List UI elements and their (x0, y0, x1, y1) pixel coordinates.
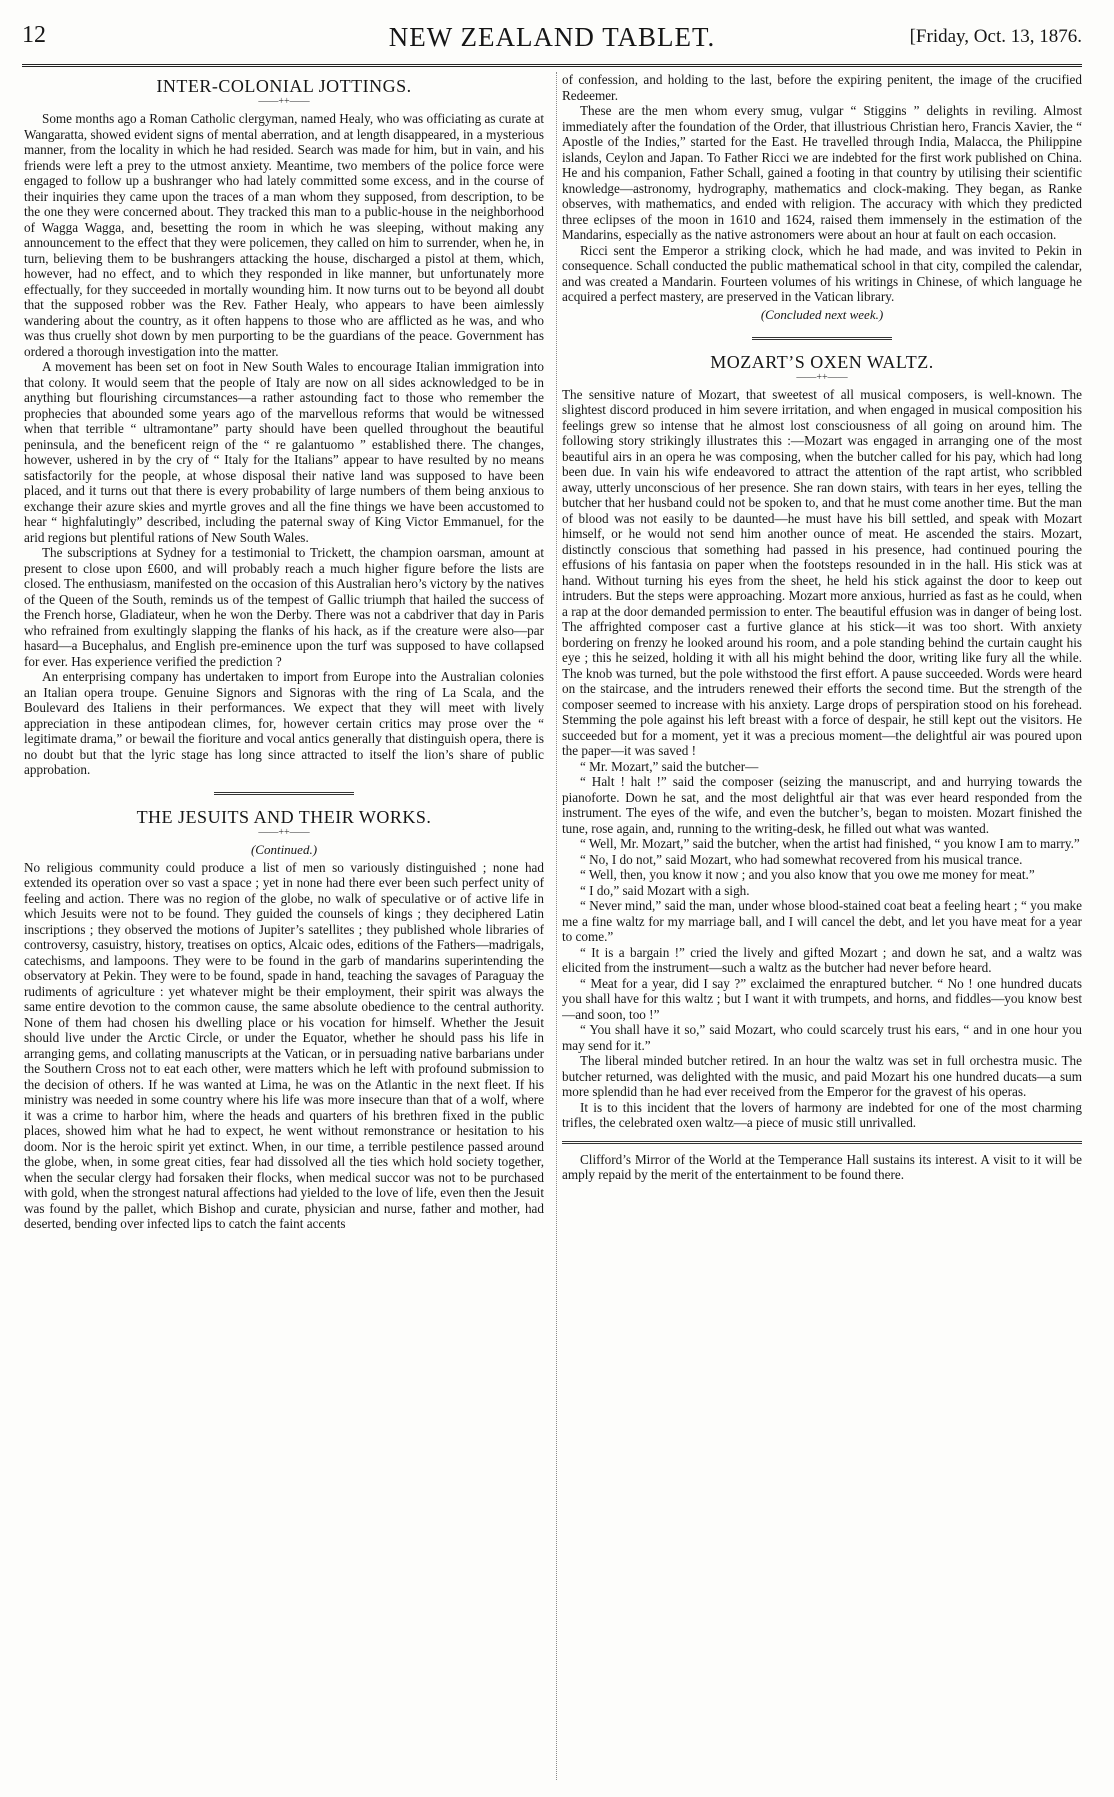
mozart-paragraph: The liberal minded butcher retired. In an hour the waltz was set in full orchestra music. The butcher returned, was delighted with the music, and paid Mozart his one hundred ducats—a sum more splendid than he had ever received from the Emperor for the gravest of his operas. (562, 1053, 1082, 1099)
clifford-notice: Clifford’s Mirror of the World at the Temperance Hall sustains its interest. A visit to it will be amply repaid by the merit of the entertainment to be found there. (562, 1151, 1082, 1182)
newspaper-title: NEW ZEALAND TABLET. (388, 22, 716, 52)
jesuits-ornament: ——++—— (258, 826, 310, 838)
mozart-paragraph: “ Never mind,” said the man, under whose blood-stained coat beat a feeling heart ; “ you make me a fine waltz for my marriage ball, and I will cancel the debt, and let you have meat for a year to come.” (562, 898, 1082, 944)
mozart-paragraph: “ Halt ! halt !” said the composer (seizing the manuscript, and and hurrying towards the pianoforte. Down he sat, and the most delightful air that was ever heard responded from the instrument. The eyes of the wife, and even the butcher’s, began to moisten. Mozart finished the tune, rose again, and, running to the writing-desk, he filled out what was wanted. (562, 774, 1082, 836)
mozart-paragraph: It is to this incident that the lovers of harmony are indebted for one of the most charming trifles, the celebrated oxen waltz—a piece of music still unrivalled. (562, 1099, 1082, 1130)
jottings-paragraph: Some months ago a Roman Catholic clergyman, named Healy, who was officiating as curate at Wangaratta, showed evident signs of mental aberration, and at length disappeared, in a mysterious manner, from the locality in which he had resided. Search was made for him, but in vain, and his friends were left a prey to the utmost anxiety. Meantime, two members of the police force were engaged to follow up a bushranger who had lately committed some excess, and in the course of their inquiries they came upon the traces of a man whom they supposed, from description, to be the one they were concerned about. They tracked this man to a public-house in the neighborhood of Wagga Wagga, and, besetting the room in which he was sleeping, without making any announcement to the effect that they were policemen, they called on him to surrender, when he, in turn, believing them to be bushrangers attacking the house, discharged a pistol at them, which, however, had no effect, and to which they responded in like manner, but unfortunately more effectually, for they succeeded in mortally wounding him. It now turns out to be beyond all doubt that the supposed robber was the Rev. Father Healy, who appears to have been aimlessly wandering about the country, as it often happens to those who are afflicted as he was, and who was thus cruelly shot down by men purporting to be the guardians of the peace. Government has ordered a thorough investigation into the matter. (24, 111, 544, 359)
mozart-paragraph: “ Well, then, you know it now ; and you also know that you owe me money for meat.” (580, 867, 1035, 882)
masthead (22, 22, 1082, 58)
jesuits-title: THE JESUITS AND THEIR WORKS. (136, 806, 432, 827)
jottings-paragraph: An enterprising company has undertaken to import from Europe into the Australian colonies an Italian opera troupe. Genuine Signors and Signoras with the ring of La Scala, and the Boulevard des Italiens in their performances. We expect that they will meet with lively appreciation in these antipodean climes, for, however certain critics may prose over the “ legitimate drama,” or bewail the fioriture and vocal antics generally that distinguish opera, there is no doubt but that the lyric stage has long since attracted to itself the lion’s share of public approbation. (24, 669, 544, 777)
page-number: 12 (22, 22, 46, 48)
jottings-title: INTER-COLONIAL JOTTINGS. (156, 76, 412, 96)
jottings-paragraph: The subscriptions at Sydney for a testimonial to Trickett, the champion oarsman, amount at present to close upon £600, and will probably reach a much higher figure before the lists are closed. The enthusiasm, manifested on the occasion of this Australian hero’s victory by the natives of the Queen of the South, reminds us of the tempest of Gallic triumph that hailed the success of the French horse, Gladiateur, when he won the Derby. There was not a cabdriver that day in Paris who refrained from exultingly slapping the flanks of his hack, as if the creature were also—par hasard—a Bucephalus, and English pre-eminence upon the turf was supposed to have collapsed for ever. Has experience verified the prediction ? (24, 545, 544, 669)
jesuits-paragraph: Ricci sent the Emperor a striking clock, which he had made, and was invited to Pekin in consequence. Schall conducted the public mathematical school in that city, compiled the calendar, and was created a Mandarin. Fourteen volumes of his writings in Chinese, of which language he acquired a perfect mastery, are preserved in the Vatican library. (562, 242, 1082, 304)
mozart-paragraph: “ I do,” said Mozart with a sigh. (580, 882, 750, 898)
mozart-ornament: ——++—— (796, 371, 848, 383)
jottings-ornament: ——++—— (258, 96, 310, 107)
mozart-paragraph: The sensitive nature of Mozart, that sweetest of all musical composers, is well-known. The slightest discord produced in him severe irritation, and when engaged in musical composition his feelings grew so intense that he almost lost consciousness of all going on around him. The following story strikingly illustrates this :—Mozart was engaged in arranging one of the most beautiful airs in an opera he was composing, when the butcher called for his pay, which had long been due. In vain his wife endeavored to attract the attention of the rapt artist, who scribbled away, utterly unconscious of her presence. She ran down stairs, with tears in her eyes, telling the butcher that her husband could not be spoken to, and that he must come another time. But the man of blood was not easily to be daunted—he must have his bill settled, and speak with Mozart himself, or he would not send him another ounce of meat. He ascended the stairs. Mozart, distinctly conscious that something had passed in his presence, had continued pouring the effusions of his fantasia on paper when the footsteps resounded in in the hall. His stick was at hand. Without turning his eyes from the sheet, he held his stick against the door to keep out intruders. But the steps were approaching. Mozart more anxious, hurried as fast as he could, when a rap at the door demanded permission to enter. The beautiful effusion was in danger of being lost. The affrighted composer cast a furtive glance at his stick—it was too short. With anxiety bordering on frenzy he looked around his room, and a pole standing behind the curtain caught his eye ; this he seized, holding it with all his might behind the door, writing like fury all the while. The knob was turned, but the pole withstood the first effort. A pause succeeded. Words were heard on the staircase, and the intruders renewed their efforts the second time. But the strength of the composer seemed to increase with his anxiety. Large drops of perspiration stood on his forehead. Stemming the pole against his left breast with a force of despair, he still kept out the visitors. He succeeded but for a moment, yet it was a precious moment—the delightful air was poured upon the paper—it was saved ! (562, 386, 1082, 758)
jesuits-paragraph: No religious community could produce a list of men so variously distinguished ; none had extended its operation over so vast a space ; yet in none had there ever been such perfect unity of feeling and action. There was no region of the globe, no walk of speculative or of active life in which Jesuits were not to be found. They guided the counsels of kings ; they deciphered Latin inscriptions ; they observed the motions of Jupiter’s satellites ; they published whole libraries of controversy, casuistry, history, treatises on optics, Alcaic odes, editions of the Fathers—madrigals, catechisms, and lampoons. They were to be found in the garb of mandarins superintending the observatory at Pekin. They were to be found, spade in hand, teaching the savages of Paraguay the rudiments of agriculture : yet whatever might be their employment, their spirit was always the same entire devotion to the common cause, the same absolute obedience to the central authority. None of them had chosen his dwelling place or his vocation for himself. Whether the Jesuit should live under the Arctic Circle, or under the Equator, whether he should pass his life in arranging gems, and collating manuscripts at the Vatican, or in persuading native barbarians under the Southern Cross not to eat each other, were matters which he left with profound submission to the decision of others. If he was wanted at Lima, he was on the Atlantic in the next fleet. If his ministry was needed in some country where his life was more insecure than that of a wolf, where it was a crime to harbor him, where the heads and quarters of his brethren fixed in the public places, showed him what he had to expect, he went without remonstrance or hesitation to his doom. Nor is the heroic spirit yet extinct. When, in our time, a terrible pestilence passed around the globe, when, in some great cities, fear had dissolved all the ties which hold society together, when the secular clergy had forsaken their flocks, when medical succor was not to be purchased with gold, when the strongest natural affections had yielded to the love of life, even then the Jesuit was found by the pallet, which Bishop and curate, physician and nurse, father and mother, had deserted, bending over infected lips to catch the faint accents (24, 859, 544, 1231)
mozart-paragraph: “ You shall have it so,” said Mozart, who could scarcely trust his ears, “ and in one hour you may send for it.” (562, 1022, 1082, 1053)
column-divider (556, 72, 557, 1780)
section-separator (562, 1141, 1082, 1144)
right-column (562, 72, 1082, 1782)
mozart-paragraph: “ Meat for a year, did I say ?” exclaimed the enraptured butcher. “ No ! one hundred ducats you shall have for this waltz ; but I want it with trumpets, and horns, and fiddles—you know best—and soon, too !” (562, 975, 1082, 1022)
jesuits-paragraph: These are the men whom every smug, vulgar “ Stiggins ” delights in reviling. Almost immediately after the foundation of the Order, that illustrious Christian hero, Francis Xavier, the “ Apostle of the Indies,” started for the East. He travelled through India, Malacca, the Philippine islands, Ceylon and Japan. To Father Ricci we are indebted for the first work published on China. He and his companion, Father Schall, gained a footing in that country by utilising their scientific knowledge—astronomy, hydrography, mathematics and clock-making. They began, as Ranke observes, with mathematics, and ended with religion. The accuracy with which they predicted three eclipses of the moon in 1610 and 1624, raised them immensely in the estimation of the Mandarins, especially as the native astronomers were about an hour at fault on each occasion. (562, 103, 1082, 242)
mozart-paragraph: “ It is a bargain !” cried the lively and gifted Mozart ; and down he sat, and a waltz was elicited from the instrument—such a waltz as the butcher had never before heard. (562, 944, 1082, 975)
issue-date: [Friday, Oct. 13, 1876. (909, 26, 1082, 47)
mozart-paragraph: “ Mr. Mozart,” said the butcher— (580, 758, 759, 774)
header-rule (22, 64, 1082, 67)
jesuits-paragraph: of confession, and holding to the last, before the expiring penitent, the image of the crucified Redeemer. (562, 72, 1082, 103)
continued-note: (Continued.) (250, 841, 318, 857)
concluded-note: (Concluded next week.) (760, 306, 884, 322)
section-separator (752, 337, 892, 340)
section-separator (214, 792, 354, 795)
mozart-title: MOZART’S OXEN WALTZ. (710, 351, 934, 372)
left-column (24, 72, 544, 1782)
mozart-paragraph: “ No, I do not,” said Mozart, who had somewhat recovered from his musical trance. (580, 851, 1023, 867)
jottings-paragraph: A movement has been set on foot in New South Wales to encourage Italian immigration into that colony. It would seem that the people of Italy are now on all sides acknowledged to be in anything but flourishing circumstances—a rather astounding fact to those who remember the prophecies that abounded some years ago of the marvellous reforms that would be witnessed when that terrible “ ultramontane” party should have been quelled throughout the beautiful peninsula, and the beneficent reign of the “ re galantuomo ” established there. The changes, however, ushered in by the cry of “ Italy for the Italians” appear to have resulted by no means satisfactorily for the people, at whose disposal their native land was supposed to have been placed, and it turns out that there is every probability of large numbers of them being anxious to exchange their azure skies and myrtle groves and all the fine things we have been accustomed to hear “ highfalutingly” described, including the paternal sway of King Victor Emmanuel, for the arid regions but plentiful rations of New South Wales. (24, 359, 544, 545)
mozart-paragraph: “ Well, Mr. Mozart,” said the butcher, when the artist had finished, “ you know I am to marry.” (580, 836, 1080, 851)
